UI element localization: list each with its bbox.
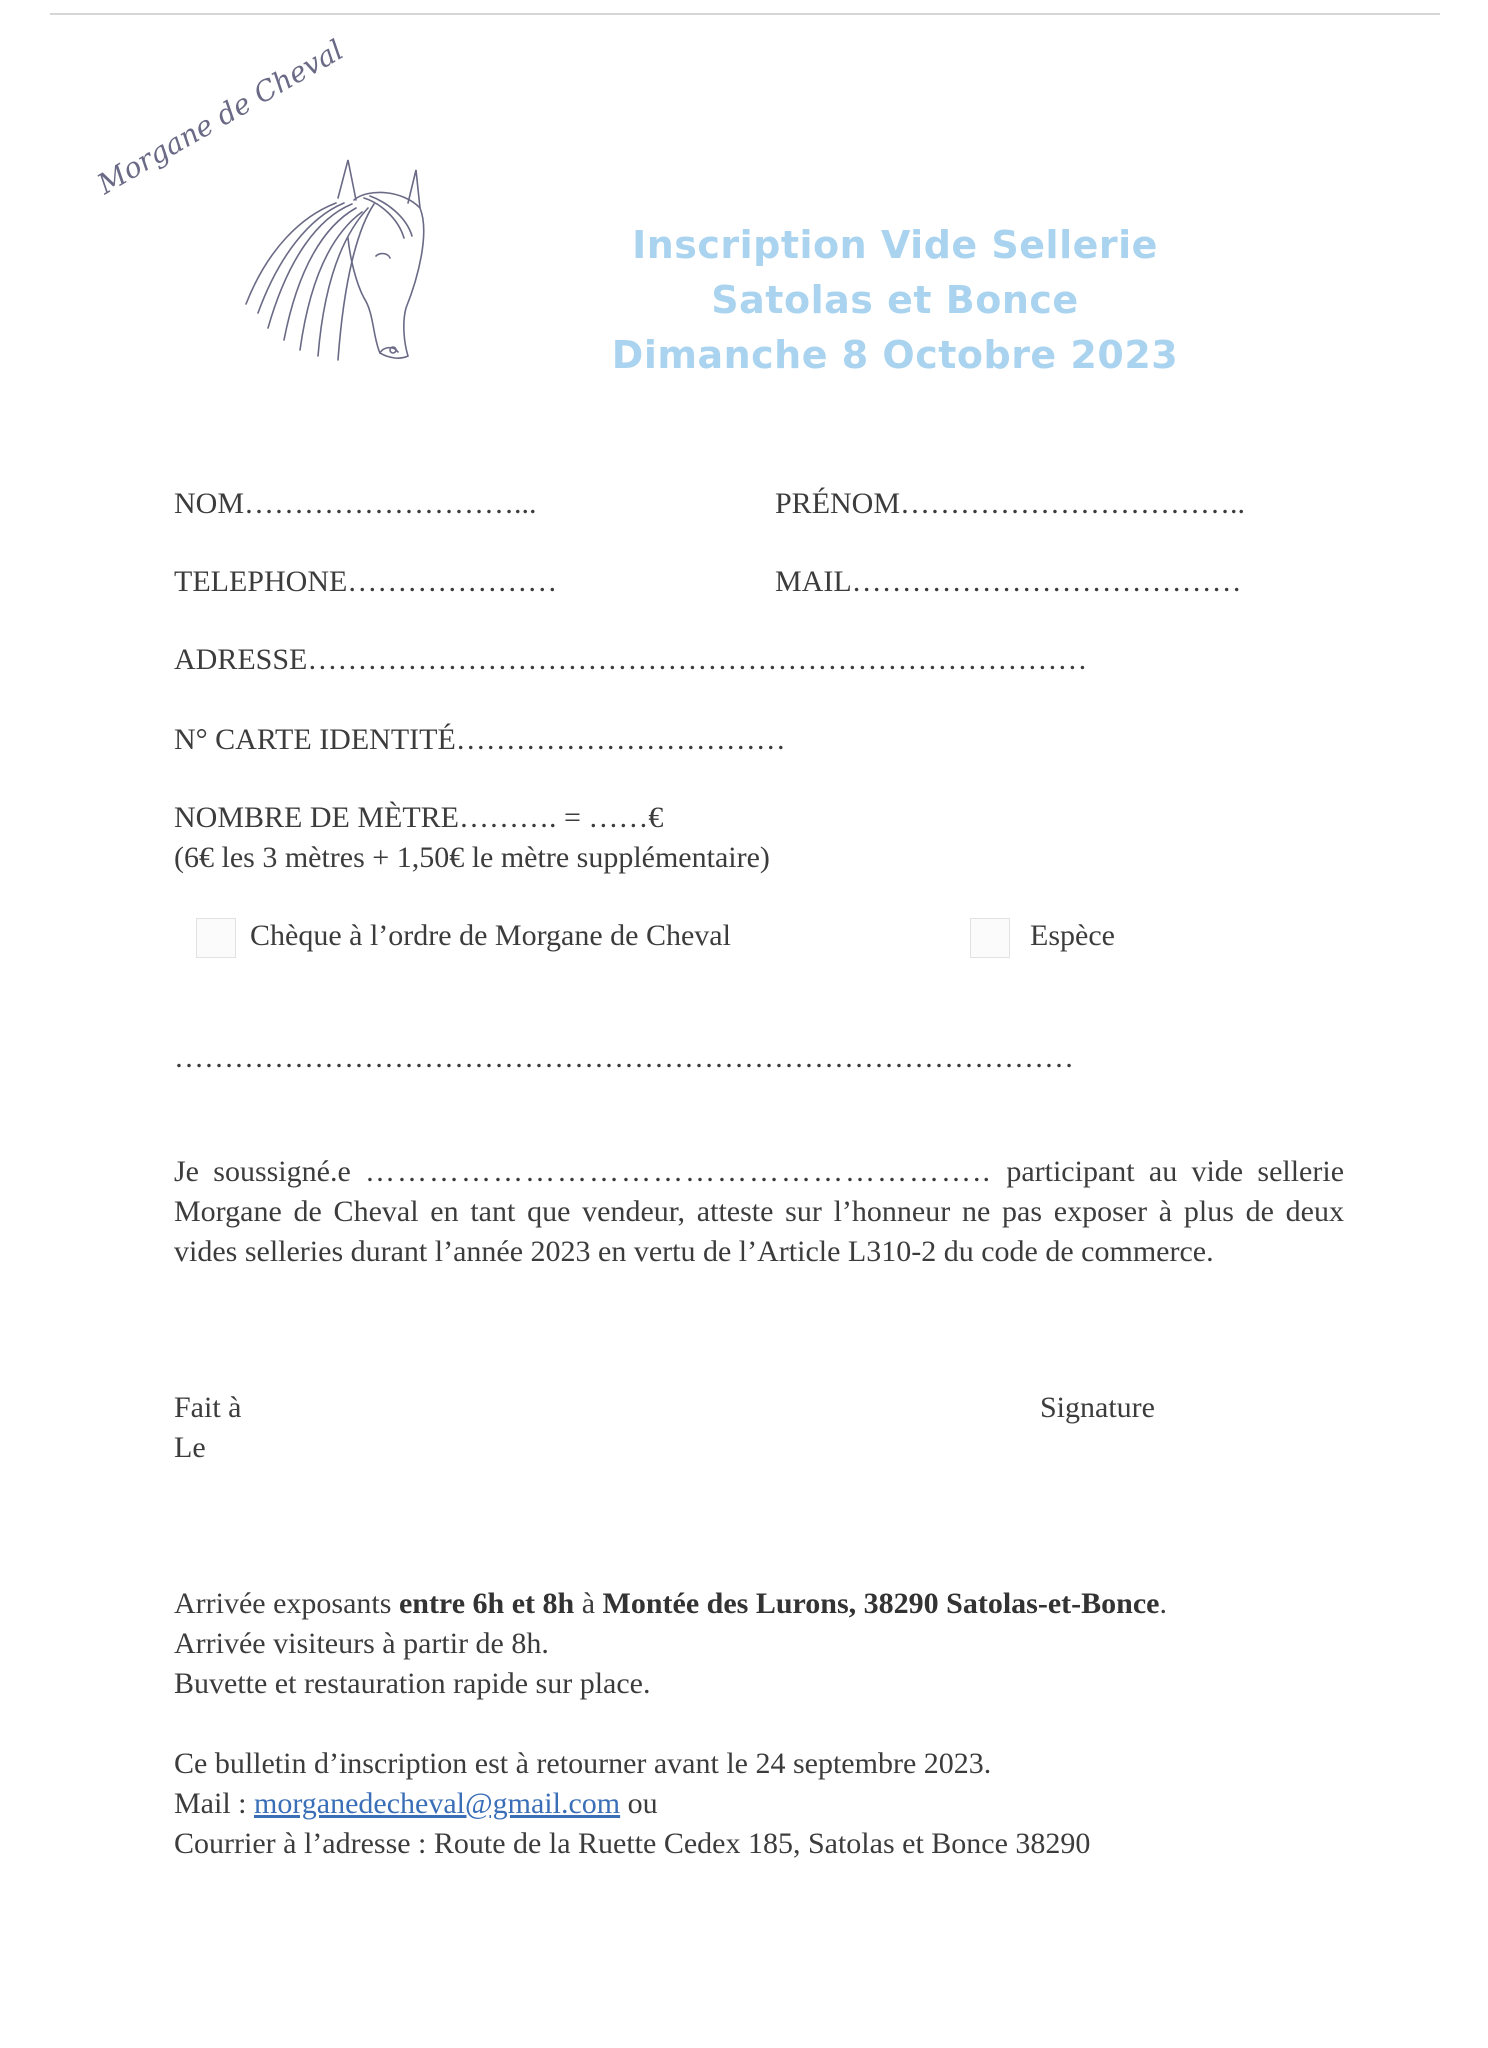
telephone-field[interactable]: TELEPHONE………………… [174, 565, 558, 598]
cheque-checkbox[interactable] [196, 918, 236, 958]
arrivee-place: Montée des Lurons, 38290 Satolas-et-Bonce [602, 1587, 1160, 1620]
mail-label: Mail : [174, 1787, 254, 1820]
arrivee-exposants [174, 1584, 1167, 1624]
espece-label: Espèce [1030, 919, 1115, 952]
arrivee-mid: à [574, 1587, 603, 1620]
mail-info [174, 1784, 658, 1824]
title-line-3: Dimanche 8 Octobre 2023 [611, 333, 1179, 377]
espece-checkbox[interactable] [970, 918, 1010, 958]
signature-label: Signature [1040, 1391, 1155, 1424]
arrivee-time: entre 6h et 8h [398, 1587, 575, 1620]
adresse-field[interactable]: ADRESSE…………………………………………………………………… [174, 643, 1088, 676]
tarif-note: (6€ les 3 mètres + 1,50€ le mètre supplémentaire) [174, 841, 770, 874]
mail-field[interactable]: MAIL………………………………… [775, 565, 1242, 598]
title-line-1: Inscription Vide Sellerie [632, 223, 1158, 267]
dotted-line-field[interactable]: ……………………………………………………………………………… [174, 1041, 1074, 1074]
nom-field[interactable]: NOM………………………... [174, 487, 537, 520]
arrivee-visiteurs: Arrivée visiteurs à partir de 8h. [174, 1627, 549, 1660]
prenom-field[interactable]: PRÉNOM…………………………….. [775, 487, 1246, 520]
carte-identite-field[interactable]: N° CARTE IDENTITÉ…………………………… [174, 723, 786, 756]
retour-info: Ce bulletin d’inscription est à retourner avant le 24 septembre 2023. [174, 1747, 992, 1780]
le-label: Le [174, 1431, 206, 1464]
email-link[interactable]: morganedecheval@gmail.com [254, 1787, 621, 1820]
attestation-text: participant au vide sellerie Morgane de Cheval en tant que vendeur, atteste sur l’honneur ne pas exposer à plus de deux vides selleries durant l’année 2023 en vertu de l’Article L310-2 du code de commerce. [174, 1155, 1345, 1268]
buvette-info: Buvette et restauration rapide sur place. [174, 1667, 651, 1700]
logo-text: Morgane de Cheval [91, 33, 349, 201]
cheque-label: Chèque à l’ordre de Morgane de Cheval [250, 919, 731, 952]
mail-suffix: ou [620, 1787, 658, 1820]
attestation-intro: Je soussigné.e [174, 1155, 351, 1188]
title-block [560, 218, 1230, 383]
fait-a-label: Fait à [174, 1391, 242, 1424]
logo [91, 33, 448, 378]
scan-edge [50, 13, 1440, 15]
arrivee-end: . [1159, 1587, 1167, 1620]
nombre-metre-field[interactable]: NOMBRE DE MÈTRE………. = ……€ [174, 801, 664, 834]
attestation-name-dots[interactable]: ………………………………………………….. [365, 1155, 993, 1188]
arrivee-prefix: Arrivée exposants [174, 1587, 399, 1620]
title-line-2: Satolas et Bonce [711, 278, 1079, 322]
attestation-paragraph [174, 1152, 1344, 1272]
courrier-info: Courrier à l’adresse : Route de la Ruette Cedex 185, Satolas et Bonce 38290 [174, 1827, 1091, 1860]
